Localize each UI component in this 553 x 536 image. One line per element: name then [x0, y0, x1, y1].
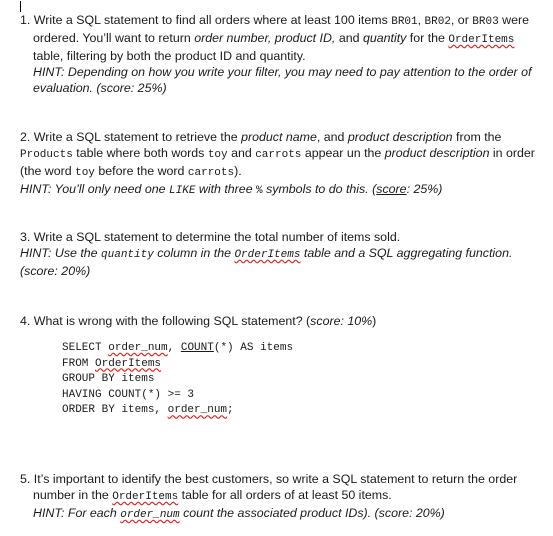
code-line: SELECT order_num, COUNT(*) AS items — [62, 342, 294, 354]
code-line: FROM OrderItems — [62, 357, 162, 370]
code-line: ORDER BY items, order_num; — [62, 404, 234, 417]
question-5 — [20, 471, 548, 523]
question-4-text: 4. What is wrong with the following SQL statement? (score: 10%) — [20, 314, 377, 328]
question-2 — [20, 129, 548, 199]
question-3-hint: HINT: Use the quantity column in the OrderItems table and a SQL aggregating function. (score: 20%) — [20, 246, 513, 278]
code-line: GROUP BY items — [62, 373, 155, 386]
question-2-text: 2. Write a SQL statement to retrieve the product name, and product description from the Products table where both words toy and carrots appear un the product description in order (the word toy before the word carrots). — [20, 130, 535, 179]
question-1 — [20, 12, 548, 96]
sql-code-block — [62, 341, 548, 419]
question-1-hint: HINT: Depending on how you write your filter, you may need to pay attention to the order of evaluation. (score: 25%) — [33, 65, 532, 95]
question-5-text: 5. It’s important to identify the best customers, so write a SQL statement to return the order number in the OrderItems table for all orders of at least 50 items. — [20, 472, 518, 503]
text-cursor — [20, 1, 21, 12]
question-3-text: 3. Write a SQL statement to determine the total number of items sold. — [20, 230, 401, 244]
question-5-hint: HINT: For each order_num count the associated product IDs). (score: 20%) — [33, 506, 445, 521]
question-2-hint: HINT: You’ll only need one LIKE with three % symbols to do this. (score: 25%) — [20, 182, 443, 197]
question-4 — [20, 313, 548, 419]
code-line: HAVING COUNT(*) >= 3 — [62, 388, 195, 401]
question-1-text: 1. Write a SQL statement to find all orders where at least 100 items BR01, BR02, or BR03 were ordered. You’ll want to return order number, product ID, and quantity for the OrderItems table, filtering by both the product ID and quantity. — [20, 13, 529, 63]
question-3 — [20, 229, 548, 279]
